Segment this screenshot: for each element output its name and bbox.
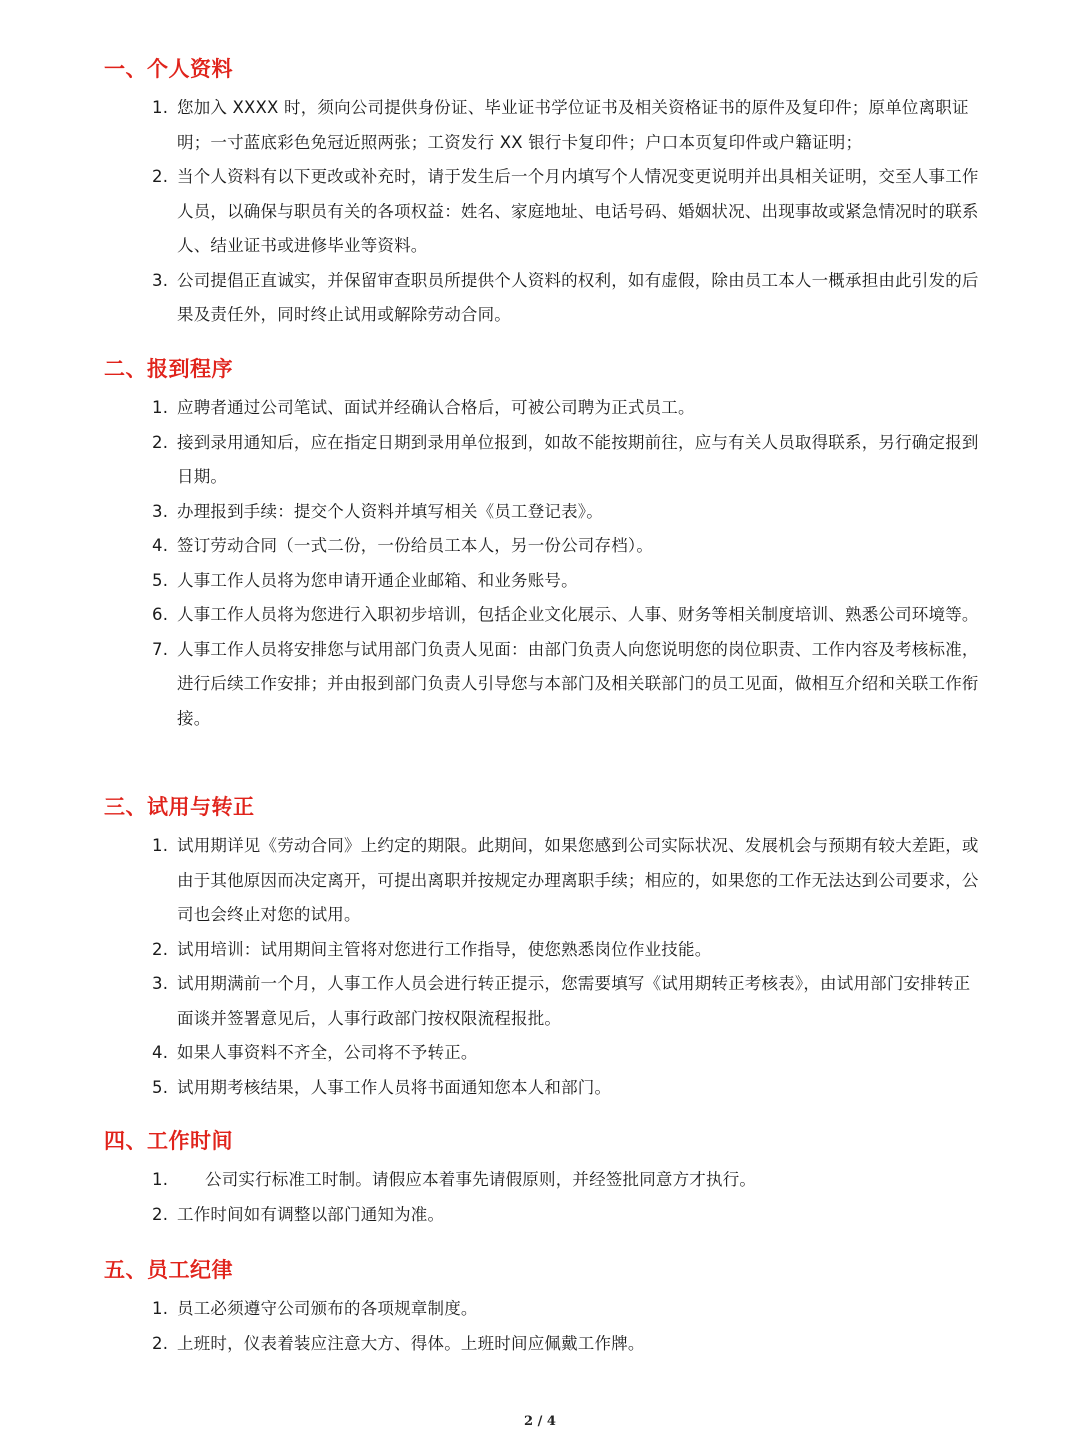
item-number: 3. bbox=[152, 270, 169, 290]
list-item bbox=[104, 1163, 984, 1198]
list-item bbox=[104, 495, 984, 530]
item-text: 上班时，仪表着装应注意大方、得体。上班时间应佩戴工作牌。 bbox=[177, 1333, 645, 1353]
item-text: 当个人资料有以下更改或补充时，请于发生后一个月内填写个人情况变更说明并出具相关证明，交至人事工作人员，以确保与职员有关的各项权益：姓名、家庭地址、电话号码、婚姻状况、出现事故或紧急情况时的联系人、结业证书或进修毕业等资料。 bbox=[177, 167, 979, 255]
list-item bbox=[104, 1036, 984, 1071]
item-list bbox=[104, 91, 984, 333]
list-item bbox=[104, 933, 984, 968]
item-text: 人事工作人员将为您申请开通企业邮箱、和业务账号。 bbox=[177, 570, 578, 590]
section-title: 五、员工纪律 bbox=[104, 1258, 233, 1282]
list-item bbox=[104, 564, 984, 599]
section-title: 四、工作时间 bbox=[104, 1129, 233, 1153]
list-item bbox=[104, 967, 984, 1036]
list-item bbox=[104, 160, 984, 264]
item-number: 2. bbox=[152, 939, 169, 959]
item-list bbox=[104, 391, 984, 736]
list-item bbox=[104, 1198, 984, 1233]
item-text: 应聘者通过公司笔试、面试并经确认合格后，可被公司聘为正式员工。 bbox=[177, 398, 695, 417]
item-text: 员工必须遵守公司颁布的各项规章制度。 bbox=[177, 1299, 478, 1318]
item-number: 5. bbox=[152, 570, 169, 590]
item-number: 6. bbox=[152, 605, 169, 624]
list-item bbox=[104, 829, 984, 933]
item-text: 接到录用通知后，应在指定日期到录用单位报到，如故不能按期前往，应与有关人员取得联系，另行确定报到日期。 bbox=[177, 432, 979, 486]
section-title: 一、个人资料 bbox=[104, 57, 233, 81]
item-number: 5. bbox=[152, 1077, 169, 1097]
item-text: 公司提倡正直诚实，并保留审查职员所提供个人资料的权利，如有虚假，除由员工本人一概承担由此引发的后果及责任外，同时终止试用或解除劳动合同。 bbox=[177, 270, 979, 324]
item-text: 如果人事资料不齐全，公司将不予转正。 bbox=[177, 1043, 478, 1062]
item-text: 工作时间如有调整以部门通知为准。 bbox=[177, 1204, 445, 1224]
item-number: 2. bbox=[152, 1204, 169, 1224]
section-title: 二、报到程序 bbox=[104, 357, 233, 381]
item-number: 7. bbox=[152, 639, 169, 659]
item-number: 4. bbox=[152, 1043, 169, 1062]
item-number: 1. bbox=[152, 1170, 169, 1189]
list-item bbox=[104, 1327, 984, 1362]
item-text: 您加入 XXXX 时，须向公司提供身份证、毕业证书学位证书及相关资格证书的原件及复印件；原单位离职证明；一寸蓝底彩色免冠近照两张；工资发行 XX 银行卡复印件；户口本页复印件或户籍证明； bbox=[177, 98, 969, 152]
list-item bbox=[104, 264, 984, 333]
section-working-hours bbox=[104, 1126, 984, 1232]
list-item bbox=[104, 633, 984, 737]
section-onboarding bbox=[104, 354, 984, 736]
item-text: 试用培训：试用期间主管将对您进行工作指导，使您熟悉岗位作业技能。 bbox=[177, 939, 712, 959]
list-item bbox=[104, 426, 984, 495]
item-number: 3. bbox=[152, 974, 169, 993]
item-number: 1. bbox=[152, 1299, 169, 1318]
item-list bbox=[104, 1292, 984, 1361]
page-number: 2 / 4 bbox=[524, 1414, 556, 1429]
item-number: 4. bbox=[152, 536, 169, 555]
item-number: 1. bbox=[152, 98, 169, 117]
item-text: 签订劳动合同（一式二份，一份给员工本人，另一份公司存档）。 bbox=[177, 536, 654, 555]
list-item bbox=[104, 391, 984, 426]
list-item bbox=[104, 1071, 984, 1106]
item-list bbox=[104, 1163, 984, 1232]
item-text: 试用期满前一个月，人事工作人员会进行转正提示，您需要填写《试用期转正考核表》，由试用部门安排转正面谈并签署意见后，人事行政部门按权限流程报批。 bbox=[177, 974, 971, 1028]
section-discipline bbox=[104, 1255, 984, 1361]
list-item bbox=[104, 529, 984, 564]
section-personal-info bbox=[104, 54, 984, 333]
item-number: 1. bbox=[152, 836, 169, 855]
item-number: 2. bbox=[152, 432, 169, 452]
list-item bbox=[104, 598, 984, 633]
item-text: 公司实行标准工时制。请假应本着事先请假原则，并经签批同意方才执行。 bbox=[205, 1170, 757, 1189]
item-number: 1. bbox=[152, 398, 169, 417]
item-number: 2. bbox=[152, 167, 169, 186]
item-text: 人事工作人员将为您进行入职初步培训，包括企业文化展示、人事、财务等相关制度培训、熟悉公司环境等。 bbox=[177, 605, 979, 624]
item-number: 2. bbox=[152, 1333, 169, 1353]
list-item bbox=[104, 91, 984, 160]
item-number: 3. bbox=[152, 501, 169, 521]
item-text: 试用期考核结果，人事工作人员将书面通知您本人和部门。 bbox=[177, 1077, 612, 1097]
item-text: 人事工作人员将安排您与试用部门负责人见面：由部门负责人向您说明您的岗位职责、工作内容及考核标准，进行后续工作安排；并由报到部门负责人引导您与本部门及相关联部门的员工见面，做相互介绍和关联工作衔接。 bbox=[177, 639, 979, 728]
list-item bbox=[104, 1292, 984, 1327]
item-text: 试用期详见《劳动合同》上约定的期限。此期间，如果您感到公司实际状况、发展机会与预期有较大差距，或由于其他原因而决定离开，可提出离职并按规定办理离职手续；相应的，如果您的工作无法达到公司要求，公司也会终止对您的试用。 bbox=[177, 836, 979, 924]
section-probation bbox=[104, 792, 984, 1105]
item-text: 办理报到手续：提交个人资料并填写相关《员工登记表》。 bbox=[177, 501, 603, 521]
item-list bbox=[104, 829, 984, 1105]
section-title: 三、试用与转正 bbox=[104, 795, 255, 819]
